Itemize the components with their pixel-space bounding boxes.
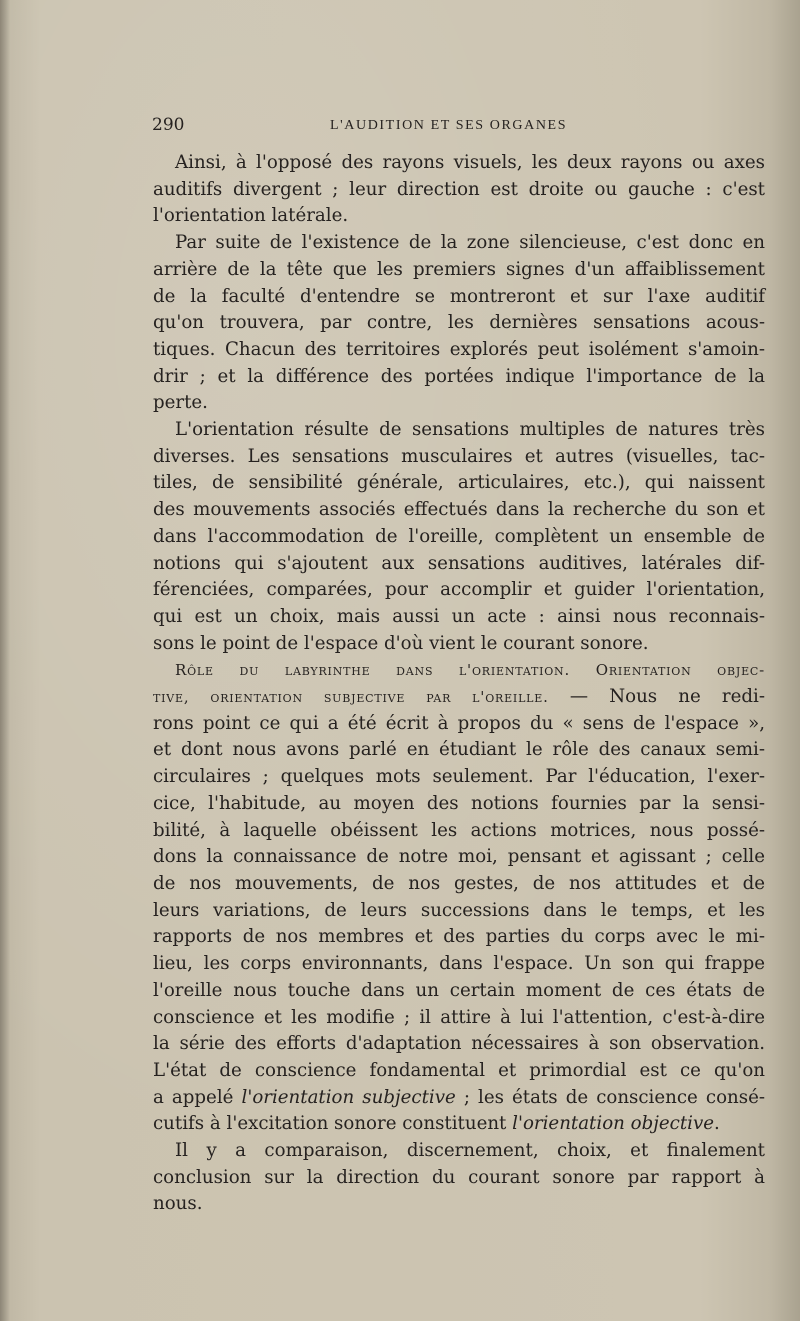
text-line: conclusion sur la direction du courant sonore par rapport à [153,1166,765,1188]
paragraph-4 [153,657,765,1138]
text-line: rons point ce qui a été écrit à propos du « sens de l'espace », [153,712,765,734]
text-line: dans l'accommodation de l'oreille, complètent un ensemble de [153,525,765,547]
paragraph-2 [153,230,765,417]
section-heading-line [153,657,765,684]
text-line: qu'on trouvera, par contre, les dernières sensations acous- [153,312,765,334]
text-line: de la faculté d'entendre se montreront et sur l'axe auditif [153,285,765,307]
text-line: la série des efforts d'adaptation nécessaires à son observation. [153,1033,765,1055]
text-line [153,1085,765,1112]
text-line: férenciées, comparées, pour accomplir et guider l'orientation, [153,579,765,601]
text-line: Par suite de l'existence de la zone silencieuse, c'est donc en [175,232,765,254]
paragraph-3 [153,417,765,657]
text-line: dons la connaissance de notre moi, pensant et agissant ; celle [153,846,765,868]
text-line: L'état de conscience fondamental et primordial est ce qu'on [153,1059,765,1081]
text-fragment: ; les états de conscience consé- [455,1086,765,1108]
text-line: lieu, les corps environnants, dans l'espace. Un son qui frappe [153,953,765,975]
text-line: et dont nous avons parlé en étudiant le rôle des canaux semi- [153,739,765,761]
text-line: conscience et les modifie ; il attire à lui l'attention, c'est-à-dire [153,1006,765,1028]
section-heading: Rôle du labyrinthe dans l'orientation. Orientation objec- [175,661,765,680]
text-line: tiques. Chacun des territoires explorés peut isolément s'amoin- [153,338,765,360]
text-line: bilité, à laquelle obéissent les actions motrices, nous possé- [153,819,765,841]
text-line: Il y a comparaison, discernement, choix, et finalement [175,1140,765,1162]
text-line [153,1111,765,1138]
italic-term: l'orientation objective [512,1113,714,1135]
paragraph-5 [153,1138,765,1218]
italic-term: l'orientation subjective [241,1086,456,1108]
text-line: sons le point de l'espace d'où vient le courant sonore. [153,632,649,654]
text-line: circulaires ; quelques mots seulement. Par l'éducation, l'exer- [153,766,765,788]
text-line [153,684,765,711]
text-line: rapports de nos membres et des parties du corps avec le mi- [153,926,765,948]
text-fragment: a appelé [153,1086,242,1108]
text-line: des mouvements associés effectués dans la recherche du son et [153,499,765,521]
page-number: 290 [152,115,185,135]
body-text [153,150,765,1218]
text-line: auditifs divergent ; leur direction est droite ou gauche : c'est [153,178,765,200]
text-line: arrière de la tête que les premiers signes d'un affaiblissement [153,258,765,280]
text-line: notions qui s'ajoutent aux sensations auditives, latérales dif- [153,552,765,574]
text-line: drir ; et la différence des portées indique l'importance de la [153,365,765,387]
text-line: cice, l'habitude, au moyen des notions fournies par la sensi- [153,792,765,814]
running-head: L'AUDITION ET SES ORGANES [330,118,568,133]
text-line: tiles, de sensibilité générale, articulaires, etc.), qui naissent [153,472,765,494]
text-line: diverses. Les sensations musculaires et autres (visuelles, tac- [153,445,765,467]
text-line: Ainsi, à l'opposé des rayons visuels, les deux rayons ou axes [175,152,765,173]
text-fragment: . [713,1113,720,1135]
text-fragment: cutifs à l'excitation sonore constituent [153,1113,513,1135]
page-header [152,115,764,139]
text-line: l'orientation latérale. [153,205,349,227]
text-fragment: — Nous ne redi- [548,686,765,708]
text-line: nous. [153,1193,203,1215]
section-heading-continued: tive, orientation subjective par l'oreille. [153,688,549,707]
text-line: perte. [153,392,208,414]
text-line: qui est un choix, mais aussi un acte : ainsi nous reconnais- [153,605,765,627]
text-line: leurs variations, de leurs successions dans le temps, et les [153,899,765,921]
text-line: l'oreille nous touche dans un certain moment de ces états de [153,979,765,1001]
text-line: L'orientation résulte de sensations multiples de natures très [175,419,765,441]
page-gutter-shadow [0,0,10,1321]
text-line: de nos mouvements, de nos gestes, de nos attitudes et de [153,872,765,894]
paragraph-1 [153,150,765,230]
